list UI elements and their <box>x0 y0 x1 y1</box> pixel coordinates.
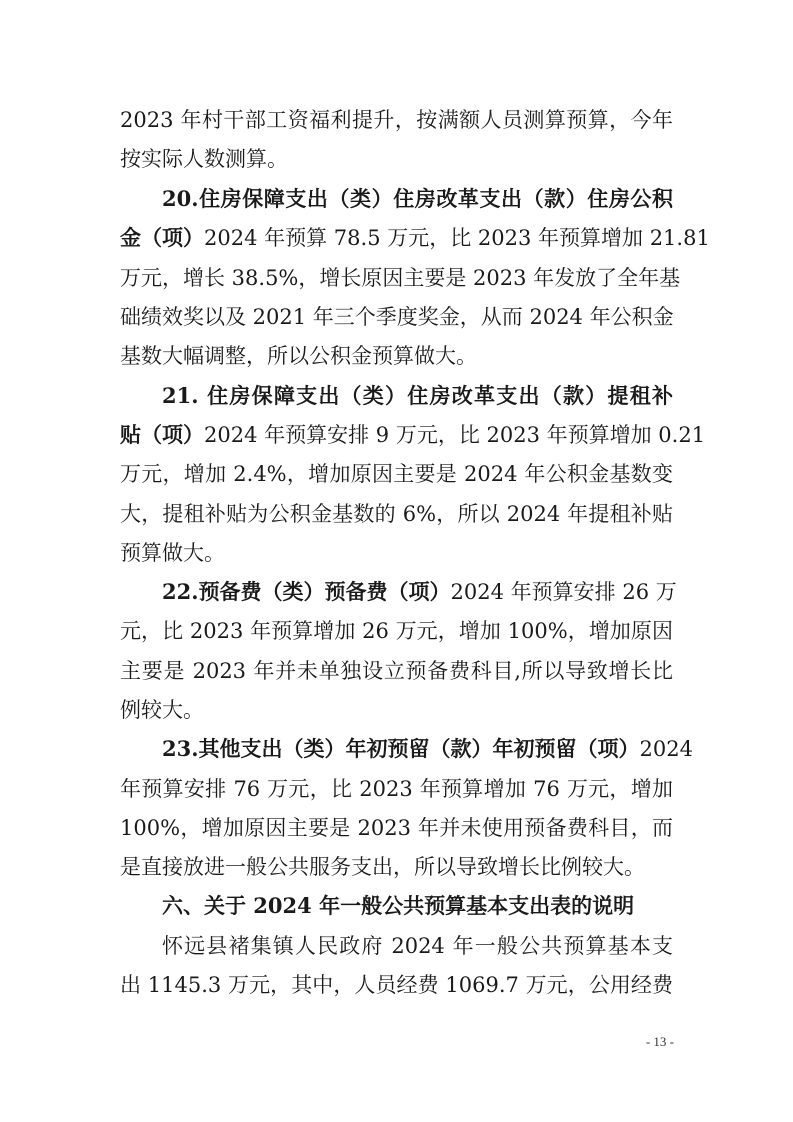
item-21-heading: 21. 住房保障支出（类）住房改革支出（款）提租补 <box>162 383 673 408</box>
body-text-line: 主要是 2023 年并未单独设立预备费科目,所以导致增长比 <box>120 659 673 683</box>
body-text-line <box>162 579 677 605</box>
body-text-line: 元，比 2023 年预算增加 26 万元，增加 100%，增加原因 <box>120 619 673 643</box>
body-text-line <box>120 422 706 448</box>
body-text-line: 预算做大。 <box>120 541 225 565</box>
body-text-line: 是直接放进一般公共服务支出，所以导致增长比例较大。 <box>120 855 645 879</box>
body-text-line <box>162 736 693 762</box>
body-text-line: 怀远县褚集镇人民政府 2024 年一般公共预算基本支 <box>162 934 673 958</box>
item-20-heading: 20.住房保障支出（类）住房改革支出（款）住房公积 <box>162 186 673 211</box>
item-20-heading-cont: 金（项） <box>120 225 204 250</box>
body-text-line: 2023 年村干部工资福利提升，按满额人员测算预算，今年 <box>120 108 673 132</box>
item-22-text: 2024 年预算安排 26 万 <box>450 580 677 604</box>
body-text-line: 例较大。 <box>120 698 204 722</box>
section-6-title: 六、关于 2024 年一般公共预算基本支出表的说明 <box>162 893 635 918</box>
item-21-text: 2024 年预算安排 9 万元，比 2023 年预算增加 0.21 <box>204 423 706 447</box>
item-22-heading: 22.预备费（类）预备费（项） <box>162 579 451 604</box>
body-text-line: 按实际人数测算。 <box>120 147 288 171</box>
body-text-line: 年预算安排 76 万元，比 2023 年预算增加 76 万元，增加 <box>120 777 673 801</box>
item-20-text: 2024 年预算 78.5 万元，比 2023 年预算增加 21.81 <box>204 226 710 250</box>
body-text-line: 大，提租补贴为公积金基数的 6%，所以 2024 年提租补贴 <box>120 502 673 526</box>
body-text-line: 万元，增加 2.4%，增加原因主要是 2024 年公积金基数变 <box>120 462 673 486</box>
body-text-line: 础绩效奖以及 2021 年三个季度奖金，从而 2024 年公积金 <box>120 305 674 329</box>
item-21-heading-cont: 贴（项） <box>120 422 204 447</box>
body-text-line: 100%，增加原因主要是 2023 年并未使用预备费科目，而 <box>120 816 673 840</box>
body-text-line: 出 1145.3 万元，其中，人员经费 1069.7 万元，公用经费 <box>120 973 673 997</box>
body-text-line <box>120 225 710 251</box>
item-23-heading: 23.其他支出（类）年初预留（款）年初预留（项） <box>162 736 640 761</box>
item-23-text: 2024 <box>639 737 693 761</box>
page-number: - 13 - <box>645 1034 674 1049</box>
body-text-line: 基数大幅调整，所以公积金预算做大。 <box>120 344 477 368</box>
body-text-line: 万元，增长 38.5%，增长原因主要是 2023 年发放了全年基 <box>120 266 681 290</box>
